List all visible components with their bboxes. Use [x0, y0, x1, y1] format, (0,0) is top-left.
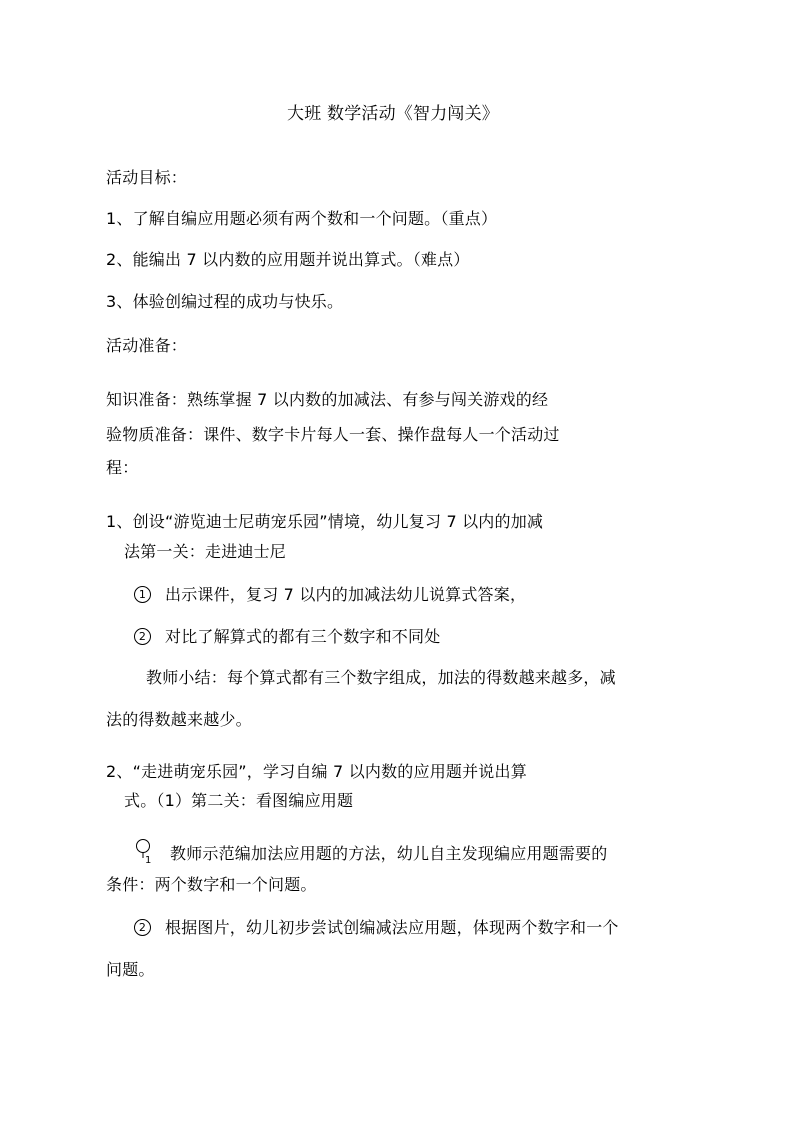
section1-heading-line2: 法第一关：走进迪士尼	[124, 542, 287, 561]
section1-item-2-text: 对比了解算式的都有三个数字和不同处	[165, 627, 441, 646]
circled-number-marker: 1	[134, 586, 151, 603]
prep-line-1: 知识准备：熟练掌握 7 以内数的加减法、有参与闯关游戏的经	[106, 390, 549, 409]
section2-item-2	[134, 918, 619, 938]
prep-heading: 活动准备：	[106, 336, 188, 355]
section1-heading-line1: 1、创设“游览迪士尼萌宠乐园”情境，幼儿复习 7 以内的加减	[106, 512, 544, 531]
prep-line-3: 程：	[106, 458, 139, 477]
section1-item-2	[134, 627, 440, 647]
summary-line-2: 法的得数越来越少。	[106, 710, 252, 729]
section2-item-1-line2: 条件：两个数字和一个问题。	[106, 875, 317, 894]
pin-marker-label: 1	[145, 855, 152, 864]
circled-number-marker: 2	[134, 919, 151, 936]
circled-number-marker: 2	[134, 628, 151, 645]
goal-item-1: 1、了解自编应用题必须有两个数和一个问题。（重点）	[106, 209, 498, 228]
prep-line-2: 验物质准备：课件、数字卡片每人一套、操作盘每人一个活动过	[106, 425, 560, 444]
section2-item-2-text: 根据图片，幼儿初步尝试创编减法应用题，体现两个数字和一个	[165, 918, 619, 937]
section2-item-2-line2: 问题。	[106, 960, 155, 979]
goal-item-2: 2、能编出 7 以内数的应用题并说出算式。（难点）	[106, 250, 470, 269]
summary-line-1: 教师小结：每个算式都有三个数字组成，加法的得数越来越多，减	[146, 668, 616, 687]
pin-marker-icon	[132, 838, 154, 864]
goals-heading: 活动目标：	[106, 168, 188, 187]
page-title: 大班 数学活动《智力闯关》	[287, 104, 500, 124]
section2-item-1-line1: 教师示范编加法应用题的方法，幼儿自主发现编应用题需要的	[170, 844, 608, 863]
section2-heading-line2: 式。（1）第二关：看图编应用题	[124, 791, 354, 810]
section1-item-1	[134, 585, 526, 605]
section2-heading-line1: 2、“走进萌宠乐园”，学习自编 7 以内数的应用题并说出算	[106, 762, 527, 781]
goal-item-3: 3、体验创编过程的成功与快乐。	[106, 292, 344, 311]
section1-item-1-text: 出示课件，复习 7 以内的加减法幼儿说算式答案，	[165, 585, 527, 604]
